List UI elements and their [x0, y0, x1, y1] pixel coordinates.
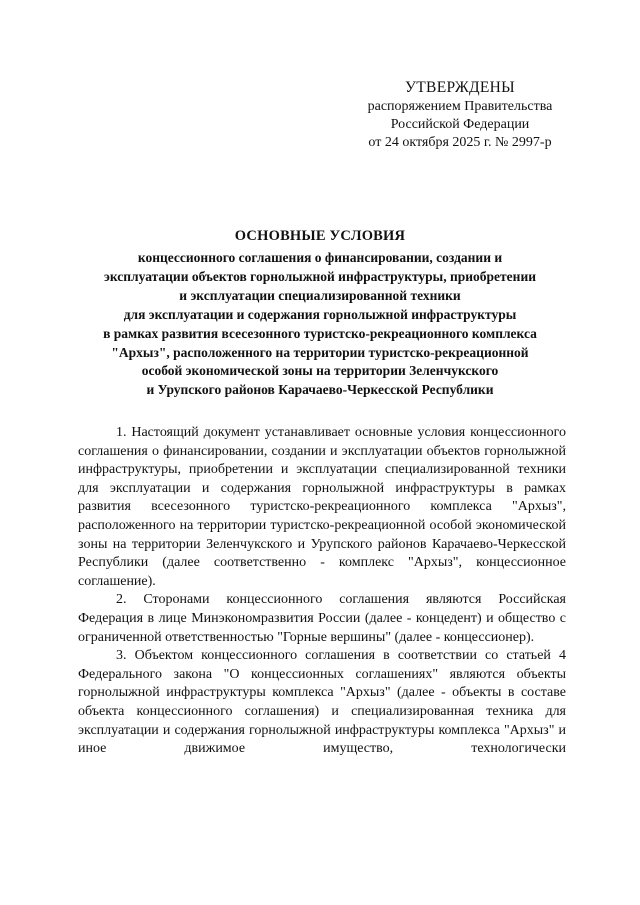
- subtitle-line: и Урупского районов Карачаево-Черкесской Республики: [146, 382, 494, 398]
- approval-line: от 24 октября 2025 г. № 2997-р: [368, 135, 552, 150]
- subtitle-line: в рамках развития всесезонного туристско-рекреационного комплекса: [103, 325, 537, 341]
- approval-stamp-block: [350, 79, 570, 152]
- subtitle-line: и эксплуатации специализированной техники: [179, 287, 461, 303]
- subtitle-line: для эксплуатации и содержания горнолыжной инфраструктуры: [123, 306, 517, 322]
- approval-heading: УТВЕРЖДЕНЫ: [405, 79, 515, 96]
- paragraph-1: 1. Настоящий документ устанавливает основные условия концессионного соглашения о финансировании, создании и эксплуатации объектов горнолыжной инфраструктуры, приобретении и эксплуатации специализированной техники для эксплуатации и содержания горнолыжной инфраструктуры в рамках развития всесезонного туристско-рекреационного комплекса "Архыз", расположенного на территории туристско-рекреационной особой экономической зоны на территории Зеленчукского и Урупского районов Карачаево-Черкесской Республики (далее соответственно - комплекс "Архыз", концессионное соглашение).: [78, 425, 566, 589]
- subtitle-line: "Архыз", расположенного на территории туристско-рекреационной: [111, 344, 529, 360]
- document-body: [78, 424, 566, 759]
- subtitle-line: особой экономической зоны на территории Зеленчукского: [141, 363, 499, 379]
- approval-line: распоряжением Правительства: [367, 99, 553, 114]
- paragraph-2: 2. Сторонами концессионного соглашения являются Российская Федерация в лице Минэкономразвития России (далее - концедент) и общество с ограниченной ответственностью "Горные вершины" (далее - концессионер).: [78, 592, 566, 645]
- document-title: ОСНОВНЫЕ УСЛОВИЯ: [234, 228, 406, 244]
- approval-line: Российской Федерации: [390, 117, 530, 132]
- subtitle-line: эксплуатации объектов горнолыжной инфраструктуры, приобретении: [104, 268, 536, 284]
- paragraph-3: 3. Объектом концессионного соглашения в соответствии со статьей 4 Федерального закона "О концессионных соглашениях" являются объекты горнолыжной инфраструктуры комплекса "Архыз" (далее - объекты в составе объекта концессионного соглашения) и специализированная техника для эксплуатации и содержания горнолыжной инфраструктуры комплекса "Архыз" и иное движимое имущество, технологически: [78, 648, 566, 757]
- document-subtitle: [40, 249, 600, 400]
- subtitle-line: концессионного соглашения о финансировании, создании и: [137, 250, 503, 265]
